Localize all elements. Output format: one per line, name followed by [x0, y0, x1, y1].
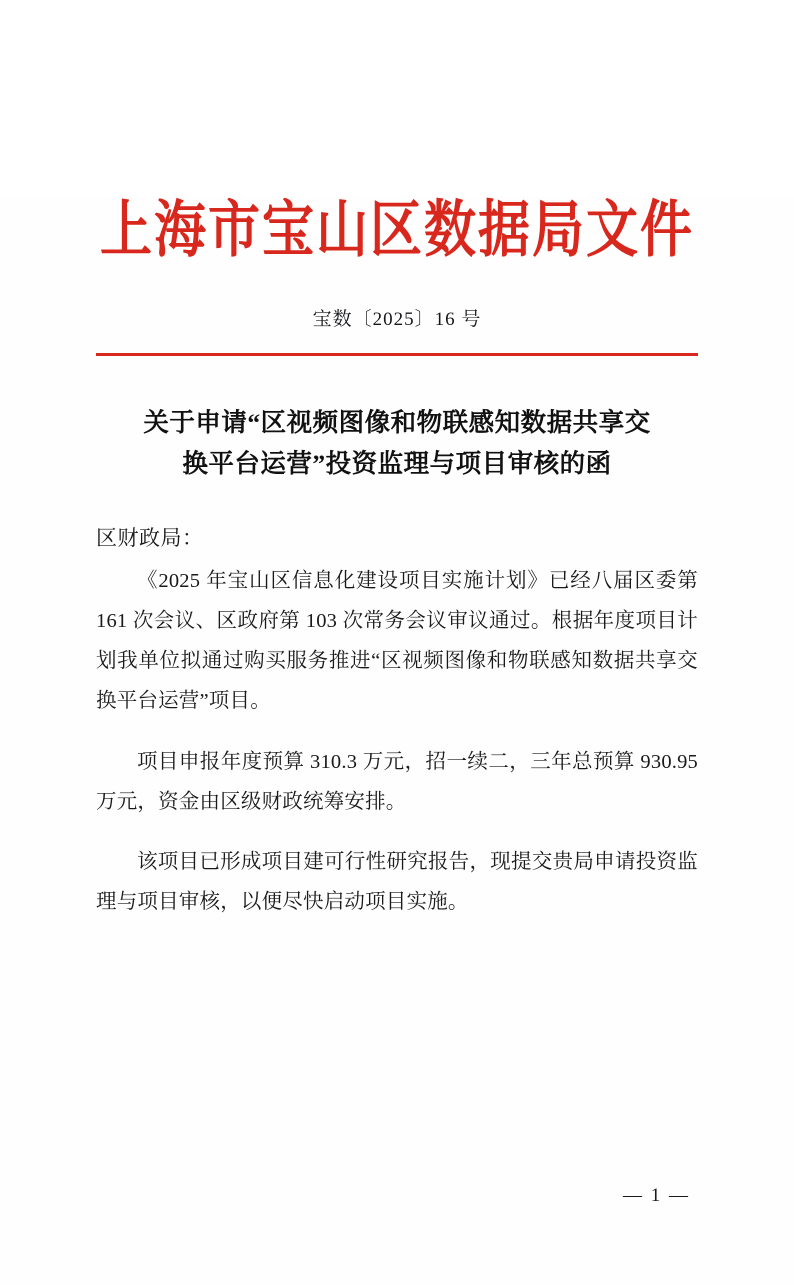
page-title-line-1: 关于申请“区视频图像和物联感知数据共享交 [143, 407, 651, 437]
document-page [0, 196, 794, 1285]
page-title-line-2: 换平台运营”投资监理与项目审核的函 [182, 449, 612, 479]
masthead [96, 196, 698, 265]
page-number: — 1 — [623, 1185, 690, 1206]
body-paragraph-3: 该项目已形成项目建可行性研究报告，现提交贵局申请投资监理与项目审核，以便尽快启动项目实施。 [96, 851, 698, 914]
body-paragraph-2: 项目申报年度预算 310.3 万元，招一续二，三年总预算 930.95 万元，资金由区级财政统筹安排。 [96, 750, 698, 813]
recipient-line: 区财政局： [96, 526, 204, 551]
red-horizontal-rule [96, 353, 698, 356]
page-title [96, 402, 698, 485]
masthead-title: 上海市宝山区数据局文件 [99, 196, 694, 265]
body-paragraph-1: 《2025 年宝山区信息化建设项目实施计划》已经八届区委第 161 次会议、区政府第 103 次常务会议审议通过。根据年度项目计划我单位拟通过购买服务推进“区视频图像和物联感知数据共享交换平台运营”项目。 [96, 570, 698, 713]
document-number: 宝数〔2025〕16 号 [312, 308, 482, 330]
